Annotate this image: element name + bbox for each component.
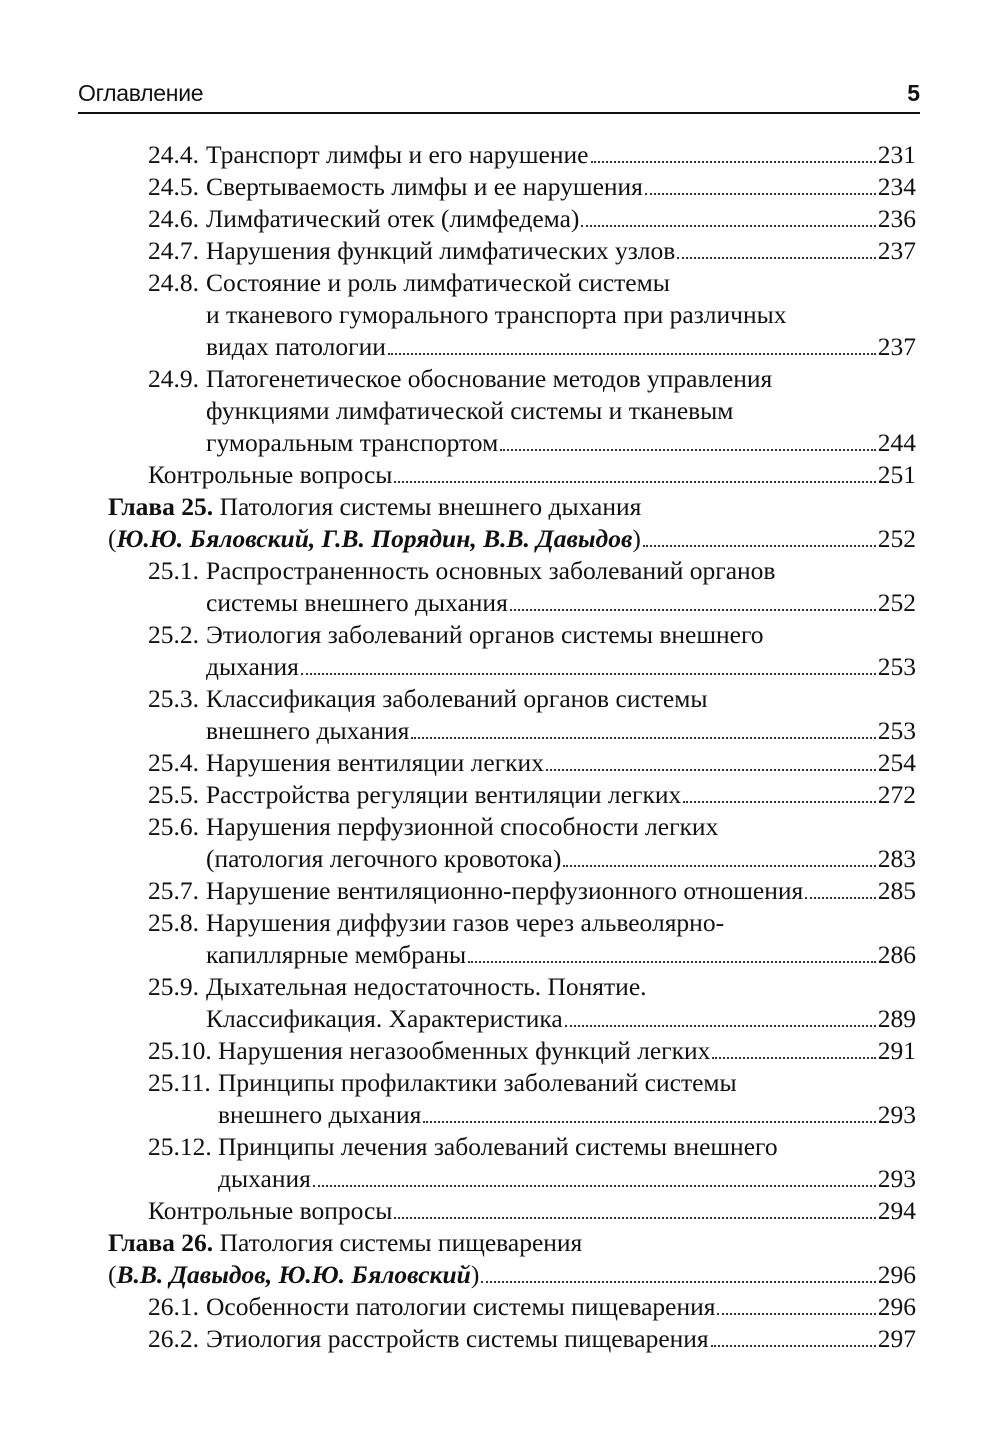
entry-page-number: 293	[877, 1100, 916, 1129]
toc-entry-sub[interactable]	[0, 235, 1000, 267]
dot-leader	[388, 353, 876, 355]
leader-row	[206, 203, 916, 235]
toc-line	[0, 1259, 1000, 1291]
dot-leader	[423, 1121, 875, 1123]
entry-number: 25.4.	[148, 748, 199, 777]
toc-entry-sub[interactable]	[0, 811, 1000, 875]
toc-entry-sub[interactable]	[0, 971, 1000, 1035]
leader-row	[206, 331, 916, 363]
leader-row	[206, 427, 916, 459]
leader-row	[206, 1291, 916, 1323]
dot-leader	[591, 161, 876, 163]
toc-line	[0, 971, 1000, 1003]
leader-row	[108, 1259, 916, 1291]
entry-page-number: 251	[877, 460, 916, 489]
toc-entry-questions[interactable]	[0, 1195, 1000, 1227]
dot-leader	[717, 1313, 875, 1315]
entry-page-number: 234	[877, 172, 916, 201]
leader-row	[148, 459, 916, 491]
entry-last-line: Нарушения негазообменных функций легких	[218, 1036, 711, 1065]
entry-title-line: Нарушения перфузионной способности легких	[206, 812, 719, 841]
leader-row	[218, 1099, 916, 1131]
entry-title-line: Классификация заболеваний органов системы	[206, 684, 708, 713]
entry-last-line: Свертываемость лимфы и ее нарушения	[206, 172, 643, 201]
entry-last-line: Расстройства регуляции вентиляции легких	[206, 780, 682, 809]
entry-number: 25.6.	[148, 812, 199, 841]
toc-entry-sub[interactable]	[0, 171, 1000, 203]
entry-number: 24.5.	[148, 172, 199, 201]
entry-page-number: 289	[877, 1004, 916, 1033]
toc-line	[0, 875, 1000, 907]
toc-line	[0, 331, 1000, 363]
entry-last-line: Нарушения функций лимфатических узлов	[206, 236, 676, 265]
entry-last-line: Нарушение вентиляционно-перфузионного отношения	[206, 876, 804, 905]
toc-line	[0, 587, 1000, 619]
chapter-title: Патология системы внешнего дыхания	[219, 492, 642, 521]
entry-number: 25.3.	[148, 684, 199, 713]
toc-line	[0, 171, 1000, 203]
leader-row	[206, 651, 916, 683]
entry-last-line: дыхания	[206, 652, 299, 681]
dot-leader	[394, 1217, 875, 1219]
leader-row	[206, 939, 916, 971]
toc-entry-sub[interactable]	[0, 683, 1000, 747]
dot-leader	[411, 737, 875, 739]
entry-number: 26.2.	[148, 1324, 199, 1353]
toc-line	[0, 683, 1000, 715]
leader-row	[206, 779, 916, 811]
toc-line	[0, 459, 1000, 491]
leader-row	[108, 523, 916, 555]
entry-number: 24.6.	[148, 204, 199, 233]
entry-page-number: 253	[877, 716, 916, 745]
entry-page-number: 237	[877, 332, 916, 361]
toc-entry-sub[interactable]	[0, 747, 1000, 779]
entry-last-line: (патология легочного кровотока)	[206, 844, 562, 873]
entry-last-line: Нарушения вентиляции легких	[206, 748, 544, 777]
toc-line	[0, 139, 1000, 171]
entry-last-line: гуморальным транспортом	[206, 428, 499, 457]
leader-row	[206, 171, 916, 203]
entry-last-line: системы внешнего дыхания	[206, 588, 508, 617]
toc-entry-sub[interactable]	[0, 1067, 1000, 1131]
toc-line	[0, 1291, 1000, 1323]
entry-number: 25.1.	[148, 556, 199, 585]
entry-number: 24.4.	[148, 140, 199, 169]
toc-line	[0, 619, 1000, 651]
toc-line	[0, 811, 1000, 843]
entry-last-line: Контрольные вопросы	[148, 1196, 393, 1225]
toc-line	[0, 1195, 1000, 1227]
toc-line	[0, 363, 1000, 395]
entry-title-line: Принципы лечения заболеваний системы внешнего	[218, 1132, 778, 1161]
toc-entry-sub[interactable]	[0, 203, 1000, 235]
dot-leader	[468, 961, 876, 963]
chapter-heading	[108, 491, 641, 523]
chapter-label: Глава 25.	[108, 492, 214, 521]
entry-title-line: Распространенность основных заболеваний органов	[206, 556, 776, 585]
dot-leader	[301, 673, 876, 675]
chapter-authors: В.В. Давыдов, Ю.Ю. Бяловский	[116, 1260, 471, 1289]
entry-title-line: функциями лимфатической системы и тканевым	[206, 396, 734, 425]
toc-entry-sub[interactable]	[0, 267, 1000, 363]
entry-last-line: капиллярные мембраны	[206, 940, 467, 969]
toc-line	[0, 1035, 1000, 1067]
entry-page-number: 286	[877, 940, 916, 969]
dot-leader	[510, 609, 876, 611]
toc-entry-sub[interactable]	[0, 875, 1000, 907]
entry-page-number: 294	[877, 1196, 916, 1225]
dot-leader	[712, 1057, 875, 1059]
leader-row	[206, 747, 916, 779]
toc-line	[0, 1227, 1000, 1259]
toc-line	[0, 267, 1000, 299]
entry-title-line: Принципы профилактики заболеваний системы	[218, 1068, 737, 1097]
leader-row	[206, 875, 916, 907]
toc-entry-sub[interactable]	[0, 555, 1000, 619]
running-header	[78, 78, 920, 114]
entry-title-line: Нарушения диффузии газов через альвеолярно-	[206, 908, 725, 937]
entry-page-number: 237	[877, 236, 916, 265]
dot-leader	[645, 193, 876, 195]
toc-line	[0, 747, 1000, 779]
toc-line	[0, 235, 1000, 267]
entry-last-line: Этиология расстройств системы пищеварения	[206, 1324, 709, 1353]
toc-line	[0, 1323, 1000, 1355]
chapter-heading	[108, 1227, 582, 1259]
dot-leader	[546, 769, 876, 771]
toc-line	[0, 1099, 1000, 1131]
entry-page-number: 297	[877, 1324, 916, 1353]
dot-leader	[805, 897, 875, 899]
leader-row	[218, 1163, 916, 1195]
dot-leader	[563, 865, 875, 867]
entry-number: 25.7.	[148, 876, 199, 905]
toc-entry-chapter[interactable]	[0, 1227, 1000, 1291]
toc-line	[0, 395, 1000, 427]
toc-entry-chapter[interactable]	[0, 491, 1000, 555]
leader-row	[206, 1323, 916, 1355]
entry-number: 25.12.	[148, 1132, 212, 1161]
entry-title-line: Состояние и роль лимфатической системы	[206, 268, 670, 297]
toc-entry-sub[interactable]	[0, 1131, 1000, 1195]
leader-row	[206, 843, 916, 875]
dot-leader	[313, 1185, 876, 1187]
dot-leader	[481, 1281, 875, 1283]
dot-leader	[565, 1025, 876, 1027]
toc-entry-sub[interactable]	[0, 139, 1000, 171]
entry-title-line: Патогенетическое обоснование методов управления	[206, 364, 773, 393]
toc-entry-sub[interactable]	[0, 363, 1000, 459]
chapter-title: Патология системы пищеварения	[219, 1228, 583, 1257]
header-title: Оглавление	[78, 80, 204, 106]
toc-line	[0, 1163, 1000, 1195]
leader-row	[206, 715, 916, 747]
toc-entry-sub[interactable]	[0, 619, 1000, 683]
entry-page-number: 296	[877, 1260, 916, 1289]
entry-last-line: (В.В. Давыдов, Ю.Ю. Бяловский)	[108, 1260, 480, 1289]
leader-row	[206, 235, 916, 267]
toc-line	[0, 299, 1000, 331]
dot-leader	[581, 225, 875, 227]
toc-line	[0, 1131, 1000, 1163]
entry-page-number: 252	[877, 524, 916, 553]
entry-page-number: 236	[877, 204, 916, 233]
entry-last-line: Классификация. Характеристика	[206, 1004, 563, 1033]
dot-leader	[683, 801, 876, 803]
entry-number: 25.2.	[148, 620, 199, 649]
toc-line	[0, 203, 1000, 235]
toc-line	[0, 843, 1000, 875]
leader-row	[218, 1035, 916, 1067]
toc-line	[0, 491, 1000, 523]
toc-entry-sub[interactable]	[0, 1035, 1000, 1067]
leader-row	[148, 1195, 916, 1227]
entry-number: 26.1.	[148, 1292, 199, 1321]
toc-entry-sub[interactable]	[0, 1291, 1000, 1323]
entry-page-number: 291	[877, 1036, 916, 1065]
entry-last-line: дыхания	[218, 1164, 311, 1193]
entry-last-line: Контрольные вопросы	[148, 460, 393, 489]
entry-page-number: 244	[877, 428, 916, 457]
table-of-contents	[0, 139, 1000, 1355]
toc-entry-questions[interactable]	[0, 459, 1000, 491]
entry-number: 25.11.	[148, 1068, 211, 1097]
toc-entry-sub[interactable]	[0, 907, 1000, 971]
toc-entry-sub[interactable]	[0, 779, 1000, 811]
chapter-authors: Ю.Ю. Бяловский, Г.В. Порядин, В.В. Давыдов	[116, 524, 633, 553]
entry-number: 25.9.	[148, 972, 199, 1001]
entry-last-line: видах патологии	[206, 332, 386, 361]
entry-title-line: Дыхательная недостаточность. Понятие.	[206, 972, 647, 1001]
leader-row	[206, 1003, 916, 1035]
toc-line	[0, 907, 1000, 939]
header-page-number: 5	[907, 80, 920, 106]
toc-line	[0, 1003, 1000, 1035]
entry-last-line: Особенности патологии системы пищеварения	[206, 1292, 716, 1321]
chapter-label: Глава 26.	[108, 1228, 214, 1257]
entry-page-number: 293	[877, 1164, 916, 1193]
entry-page-number: 285	[877, 876, 916, 905]
entry-last-line: внешнего дыхания	[218, 1100, 422, 1129]
entry-number: 25.5.	[148, 780, 199, 809]
entry-number: 24.9.	[148, 364, 199, 393]
toc-line	[0, 779, 1000, 811]
entry-title-line: Этиология заболеваний органов системы внешнего	[206, 620, 764, 649]
toc-line	[0, 939, 1000, 971]
toc-line	[0, 555, 1000, 587]
dot-leader	[711, 1345, 876, 1347]
entry-page-number: 231	[877, 140, 916, 169]
toc-line	[0, 523, 1000, 555]
toc-entry-sub[interactable]	[0, 1323, 1000, 1355]
entry-number: 25.8.	[148, 908, 199, 937]
entry-title-line: и тканевого гуморального транспорта при различных	[206, 300, 787, 329]
toc-line	[0, 427, 1000, 459]
entry-last-line: внешнего дыхания	[206, 716, 410, 745]
leader-row	[206, 139, 916, 171]
entry-last-line: Транспорт лимфы и его нарушение	[206, 140, 589, 169]
entry-last-line: (Ю.Ю. Бяловский, Г.В. Порядин, В.В. Давыдов)	[108, 524, 641, 553]
entry-page-number: 272	[877, 780, 916, 809]
dot-leader	[677, 257, 875, 259]
leader-row	[206, 587, 916, 619]
dot-leader	[394, 481, 875, 483]
toc-line	[0, 1067, 1000, 1099]
toc-line	[0, 651, 1000, 683]
entry-page-number: 252	[877, 588, 916, 617]
entry-page-number: 253	[877, 652, 916, 681]
toc-line	[0, 715, 1000, 747]
entry-last-line: Лимфатический отек (лимфедема)	[206, 204, 580, 233]
entry-number: 24.8.	[148, 268, 199, 297]
dot-leader	[643, 545, 876, 547]
entry-page-number: 283	[877, 844, 916, 873]
entry-page-number: 254	[877, 748, 916, 777]
entry-number: 25.10.	[148, 1036, 212, 1065]
entry-page-number: 296	[877, 1292, 916, 1321]
dot-leader	[500, 449, 876, 451]
entry-number: 24.7.	[148, 236, 199, 265]
